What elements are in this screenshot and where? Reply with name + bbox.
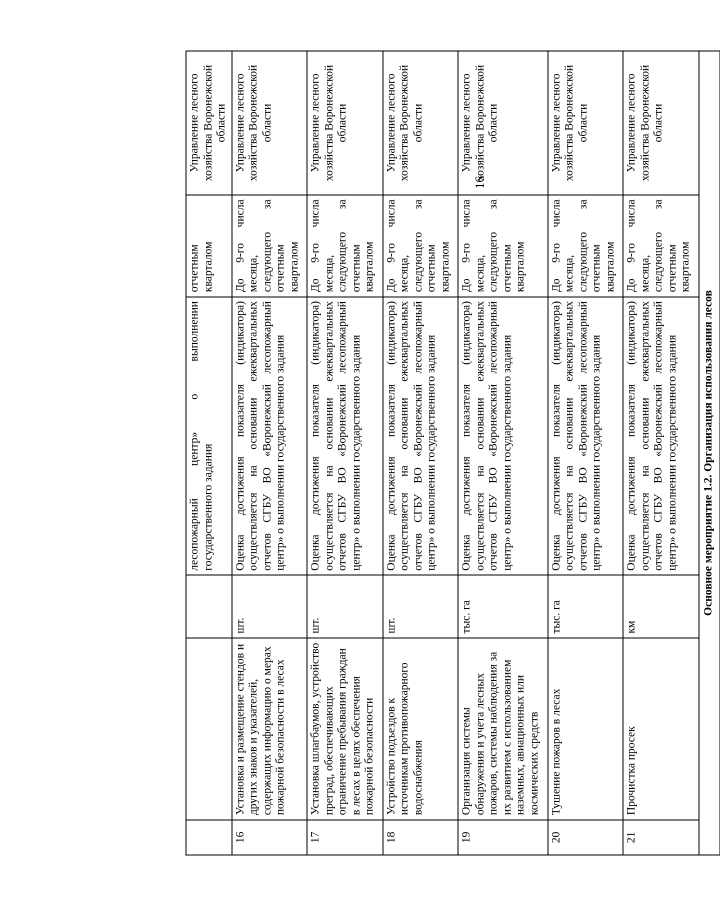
cell-unit: шт. [231, 575, 306, 638]
measures-table [185, 50, 720, 855]
table-row [547, 51, 622, 855]
table-row [307, 51, 382, 855]
cell-unit: км [623, 575, 698, 638]
table-row-continued [186, 51, 232, 855]
section-title: Основное мероприятие 1.2. Организация использования лесов [698, 51, 719, 855]
page-number: 16 [472, 176, 487, 189]
cell-term: До 9-го числа месяца, следующего за отчетным кварталом [382, 194, 457, 296]
cell-responsible: Управление лесного хозяйства Воронежской области [623, 51, 698, 195]
table-row [458, 51, 548, 855]
table-row [231, 51, 306, 855]
cell-term: отчетным кварталом [186, 194, 232, 296]
cell-unit: тыс. га [547, 575, 622, 638]
cell-description: Оценка достижения показателя (индикатора) осуществляется на основании ежеквартальных отчетов СГБУ ВО «Воронежский лесопожарный центр» о выполнении государственного задания [231, 296, 306, 575]
cell-num [186, 819, 232, 854]
cell-name: Установка шлагбаумов, устройство преград, обеспечивающих ограничение пребывания граждан в лесах в целях обеспечения пожарной безопасности [307, 638, 382, 820]
cell-term: До 9-го числа месяца, следующего за отчетным кварталом [458, 194, 548, 296]
section-row [698, 51, 719, 855]
cell-responsible: Управление лесного хозяйства Воронежской области [186, 51, 232, 195]
cell-name [186, 638, 232, 820]
cell-unit: тыс. га [458, 575, 548, 638]
cell-description: Оценка достижения показателя (индикатора) осуществляется на основании ежеквартальных отчетов СГБУ ВО «Воронежский лесопожарный центр» о выполнении государственного задания [623, 296, 698, 575]
cell-num: 16 [231, 819, 306, 854]
cell-name: Прочистка просек [623, 638, 698, 820]
cell-name: Устройство подъездов к источникам противопожарного водоснабжения [382, 638, 457, 820]
cell-name: Организация системы обнаружения и учета лесных пожаров, системы наблюдения за их развитием с использованием наземных, авиационных или космических средств [458, 638, 548, 820]
cell-description: Оценка достижения показателя (индикатора) осуществляется на основании ежеквартальных отчетов СГБУ ВО «Воронежский лесопожарный центр» о выполнении государственного задания [547, 296, 622, 575]
cell-responsible: Управление лесного хозяйства Воронежской области [231, 51, 306, 195]
cell-num: 21 [623, 819, 698, 854]
cell-term: До 9-го числа месяца, следующего за отчетным кварталом [307, 194, 382, 296]
cell-name: Установка и размещение стендов и других знаков и указателей, содержащих информацию о мерах пожарной безопасности в лесах [231, 638, 306, 820]
cell-unit: шт. [307, 575, 382, 638]
table-row [382, 51, 457, 855]
cell-num: 19 [458, 819, 548, 854]
document-table-rotated [185, 50, 720, 855]
cell-description: Оценка достижения показателя (индикатора) осуществляется на основании ежеквартальных отчетов СГБУ ВО «Воронежский лесопожарный центр» о выполнении государственного задания [382, 296, 457, 575]
table-row [623, 51, 698, 855]
cell-term: До 9-го числа месяца, следующего за отчетным кварталом [547, 194, 622, 296]
cell-description: лесопожарный центр» о выполнении государственного задания [186, 296, 232, 575]
cell-description: Оценка достижения показателя (индикатора) осуществляется на основании ежеквартальных отчетов СГБУ ВО «Воронежский лесопожарный центр» о выполнении государственного задания [458, 296, 548, 575]
cell-responsible: Управление лесного хозяйства Воронежской области [307, 51, 382, 195]
cell-term: До 9-го числа месяца, следующего за отчетным кварталом [623, 194, 698, 296]
cell-responsible: Управление лесного хозяйства Воронежской области [547, 51, 622, 195]
cell-unit: шт. [382, 575, 457, 638]
cell-name: Тушение пожаров в лесах [547, 638, 622, 820]
cell-responsible: Управление лесного хозяйства Воронежской области [382, 51, 457, 195]
cell-term: До 9-го числа месяца, следующего за отчетным кварталом [231, 194, 306, 296]
cell-num: 18 [382, 819, 457, 854]
cell-num: 20 [547, 819, 622, 854]
cell-unit [186, 575, 232, 638]
cell-responsible: Управление лесного хозяйства Воронежской области [458, 51, 548, 195]
cell-num: 17 [307, 819, 382, 854]
cell-description: Оценка достижения показателя (индикатора) осуществляется на основании ежеквартальных отчетов СГБУ ВО «Воронежский лесопожарный центр» о выполнении государственного задания [307, 296, 382, 575]
